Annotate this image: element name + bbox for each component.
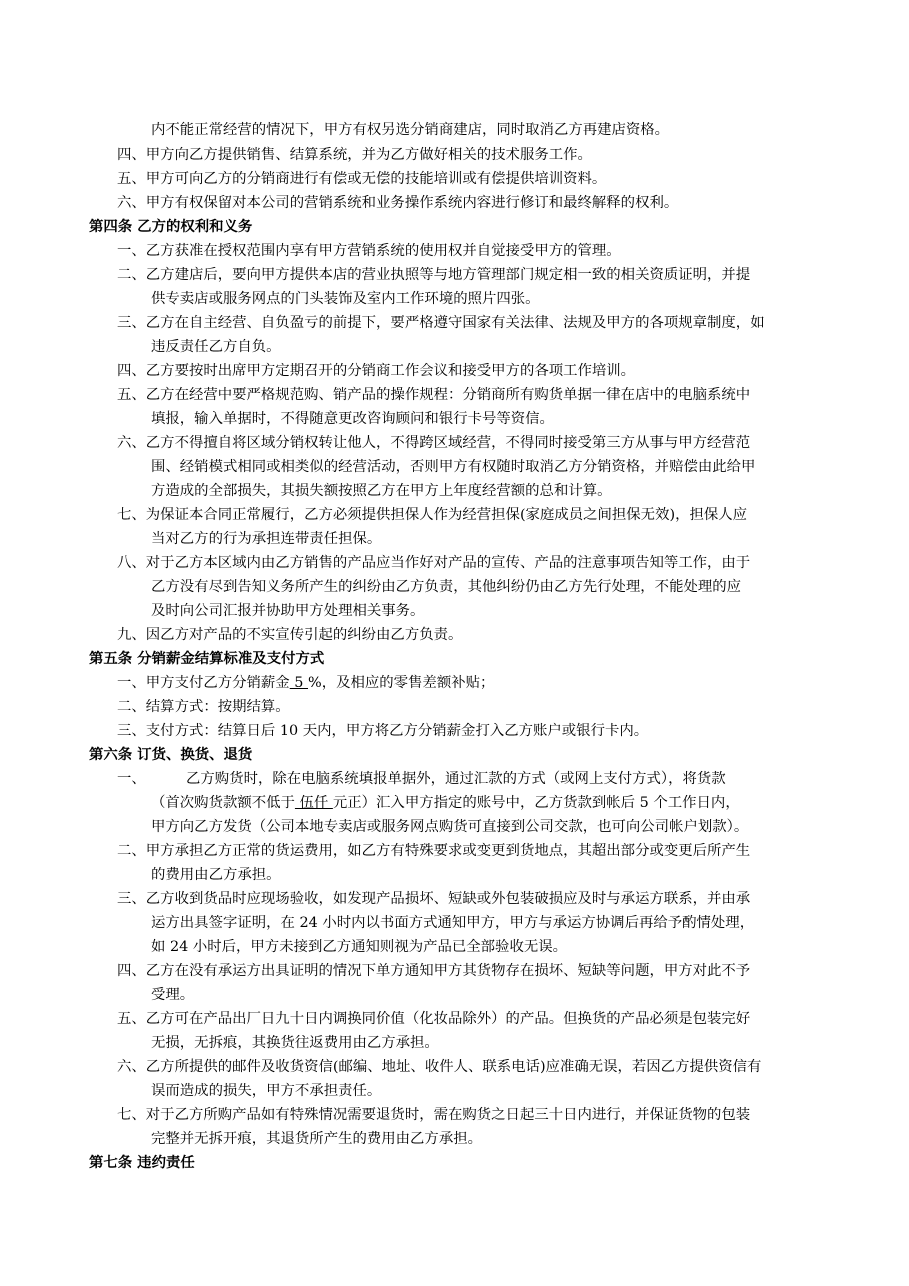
clause-4-item-6-cont2: 方造成的全部损失，其损失额按照乙方在甲方上年度经营额的总和计算。 xyxy=(151,483,612,499)
clause-4-item-4: 四、乙方要按时出席甲方定期召开的分销商工作会议和接受甲方的各项工作培训。 xyxy=(117,363,636,379)
clause-4-item-3: 三、乙方在自主经营、自负盈亏的前提下，要严格遵守国家有关法律、法规及甲方的各项规章制度，如 xyxy=(117,315,765,331)
clause-4-item-6: 六、乙方不得擅自将区域分销权转让他人，不得跨区域经营，不得同时接受第三方从事与甲方经营范 xyxy=(117,435,751,451)
clause-4-item-1: 一、乙方获准在授权范围内享有甲方营销系统的使用权并自觉接受甲方的管理。 xyxy=(117,243,621,259)
article-6-heading: 第六条 订货、换货、退货 xyxy=(89,746,253,763)
clause-6-item-1-number: 一、 xyxy=(117,771,146,787)
clause-4-item-7: 七、为保证本合同正常履行，乙方必须提供担保人作为经营担保(家庭成员之间担保无效)，担保人应 xyxy=(117,507,748,523)
clause-6-item-1-tail: 元正）汇入甲方指定的账号中，乙方货款到帐后 5 个工作日内， xyxy=(332,795,740,811)
clause-6-item-2-cont: 的费用由乙方承担。 xyxy=(151,867,281,883)
clause-3-item-5: 五、甲方可向乙方的分销商进行有偿或无偿的技能培训或有偿提供培训资料。 xyxy=(117,171,607,187)
clause-4-item-5-cont: 填报，输入单据时，不得随意更改咨询顾问和银行卡号等资信。 xyxy=(151,411,554,427)
minimum-order-amount: 伍仟 xyxy=(294,795,333,811)
clause-4-item-6-cont1: 围、经销模式相同或相类似的经营活动，否则甲方有权随时取消乙方分销资格，并赔偿由此给甲 xyxy=(151,459,756,475)
clause-5-item-1-text: 一、甲方支付乙方分销薪金 xyxy=(117,675,290,691)
clause-6-item-4: 四、乙方在没有承运方出具证明的情况下单方通知甲方其货物存在损坏、短缺等问题，甲方对此不予 xyxy=(117,963,751,979)
clause-4-item-9: 九、因乙方对产品的不实宣传引起的纠纷由乙方负责。 xyxy=(117,627,463,643)
clause-6-item-1-cont1 xyxy=(151,794,740,812)
clause-4-item-8: 八、对于乙方本区域内由乙方销售的产品应当作好对产品的宣传、产品的注意事项告知等工作，由于 xyxy=(117,555,751,571)
clause-4-item-7-cont: 当对乙方的行为承担连带责任担保。 xyxy=(151,531,382,547)
clause-5-item-2: 二、结算方式：按期结算。 xyxy=(117,699,290,715)
clause-6-item-3-cont1: 运方出具签字证明，在 24 小时内以书面方式通知甲方，甲方与承运方协调后再给予酌情处理， xyxy=(151,915,755,931)
clause-5-item-1 xyxy=(117,674,494,692)
clause-6-item-1-cont2: 甲方向乙方发货（公司本地专卖店或服务网点购货可直接到公司交款，也可向公司帐户划款）。 xyxy=(151,819,749,835)
clause-5-item-1-tail: %，及相应的零售差额补贴； xyxy=(308,675,495,691)
clause-3-item-6: 六、甲方有权保留对本公司的营销系统和业务操作系统内容进行修订和最终解释的权利。 xyxy=(117,195,679,211)
clause-4-item-8-cont2: 及时向公司汇报并协助甲方处理相关事务。 xyxy=(151,603,425,619)
clause-6-item-1: 乙方购货时，除在电脑系统填报单据外，通过汇款的方式（或网上支付方式），将货款 xyxy=(186,771,726,787)
article-7-heading: 第七条 违约责任 xyxy=(89,1154,195,1171)
article-4-heading: 第四条 乙方的权利和义务 xyxy=(89,218,253,235)
article-5-heading: 第五条 分销薪金结算标准及支付方式 xyxy=(89,650,325,667)
clause-4-item-5: 五、乙方在经营中要严格规范购、销产品的操作规程：分销商所有购货单据一律在店中的电脑系统中 xyxy=(117,387,751,403)
clause-6-item-5: 五、乙方可在产品出厂日九十日内调换同价值（化妆品除外）的产品。但换货的产品必须是包装完好 xyxy=(117,1011,751,1027)
clause-4-item-2: 二、乙方建店后，要向甲方提供本店的营业执照等与地方管理部门规定相一致的相关资质证明，并提 xyxy=(117,267,751,283)
clause-4-item-3-cont: 违反责任乙方自负。 xyxy=(151,339,281,355)
clause-6-item-7: 七、对于乙方所购产品如有特殊情况需要退货时，需在购货之日起三十日内进行，并保证货物的包装 xyxy=(117,1107,751,1123)
clause-6-item-2: 二、甲方承担乙方正常的货运费用，如乙方有特殊要求或变更到货地点，其超出部分或变更后所产生 xyxy=(117,843,751,859)
clause-6-item-3-cont2: 如 24 小时后，甲方未接到乙方通知则视为产品已全部验收无误。 xyxy=(151,939,568,955)
clause-5-item-3: 三、支付方式：结算日后 10 天内，甲方将乙方分销薪金打入乙方账户或银行卡内。 xyxy=(117,723,649,739)
clause-4-item-2-cont: 供专卖店或服务网点的门头装饰及室内工作环境的照片四张。 xyxy=(151,291,540,307)
clause-3-5-continuation: 内不能正常经营的情况下，甲方有权另选分销商建店，同时取消乙方再建店资格。 xyxy=(151,122,670,138)
clause-6-item-1-text: （首次购货款额不低于 xyxy=(151,795,295,811)
clause-3-item-4: 四、甲方向乙方提供销售、结算系统，并为乙方做好相关的技术服务工作。 xyxy=(117,147,592,163)
clause-6-item-6: 六、乙方所提供的邮件及收货资信(邮编、地址、收件人、联系电话)应准确无误，若因乙方提供资信有 xyxy=(117,1059,762,1075)
clause-6-item-3: 三、乙方收到货品时应现场验收，如发现产品损坏、短缺或外包装破损应及时与承运方联系，并由承 xyxy=(117,891,751,907)
clause-6-item-5-cont: 无损，无拆痕，其换货往返费用由乙方承担。 xyxy=(151,1035,439,1051)
clause-6-item-4-cont: 受理。 xyxy=(151,987,195,1003)
clause-6-item-6-cont: 误而造成的损失，甲方不承担责任。 xyxy=(151,1083,382,1099)
clause-6-item-7-cont: 完整并无拆开痕，其退货所产生的费用由乙方承担。 xyxy=(151,1131,482,1147)
commission-rate-value: 5 xyxy=(289,675,309,691)
clause-4-item-8-cont1: 乙方没有尽到告知义务所产生的纠纷由乙方负责，其他纠纷仍由乙方先行处理，不能处理的应 xyxy=(151,579,742,595)
